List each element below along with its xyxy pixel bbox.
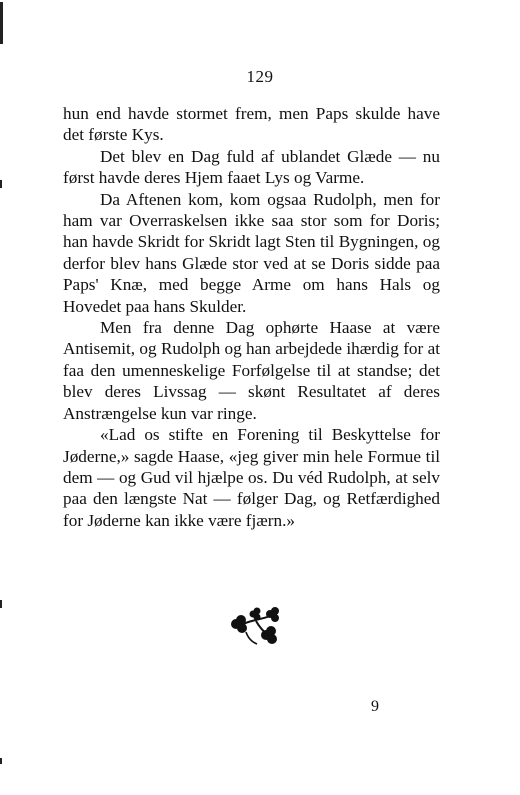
margin-edge-mark [0, 180, 2, 188]
margin-edge-mark [0, 600, 2, 608]
paragraph: Det blev en Dag fuld af ublandet Glæde — nu først havde deres Hjem faaet Lys og Varme. [63, 146, 440, 188]
body-text [63, 103, 440, 531]
signature-mark: 9 [371, 698, 379, 715]
paragraph: Da Aftenen kom, kom ogsaa Rudolph, men for ham var Overraskelsen ikke saa stor som for Doris; han havde Skridt for Skridt lagt Sten til Bygningen, og derfor blev hans Glæde stor ved at se Doris sidde paa Paps' Knæ, med begge Arme om hans Hals og Hovedet paa hans Skulder. [63, 189, 440, 316]
page-number: 129 [246, 67, 274, 86]
paragraph: «Lad os stifte en Forening til Beskyttelse for Jøderne,» sagde Haase, «jeg giver min hele Formue til dem — og Gud vil hjælpe os. Du véd Rudolph, at selv paa den længste Nat — følger Dag, og Retfærdighed for Jøderne kan ikke være fjærn.» [63, 425, 440, 530]
paragraph: Men fra denne Dag ophørte Haase at være Antisemit, og Rudolph og han arbejdede ihærdig for at faa den umenneskelige Forfølgelse til at standse; det blev deres Livssag — skønt Resultatet af deres Anstrængelse kun var ringe. [63, 318, 440, 423]
clover-fleuron-icon [226, 604, 286, 648]
margin-edge-mark [0, 758, 2, 764]
paragraph: hun end havde stormet frem, men Paps skulde have det første Kys. [63, 104, 440, 145]
margin-edge-mark [0, 2, 3, 44]
